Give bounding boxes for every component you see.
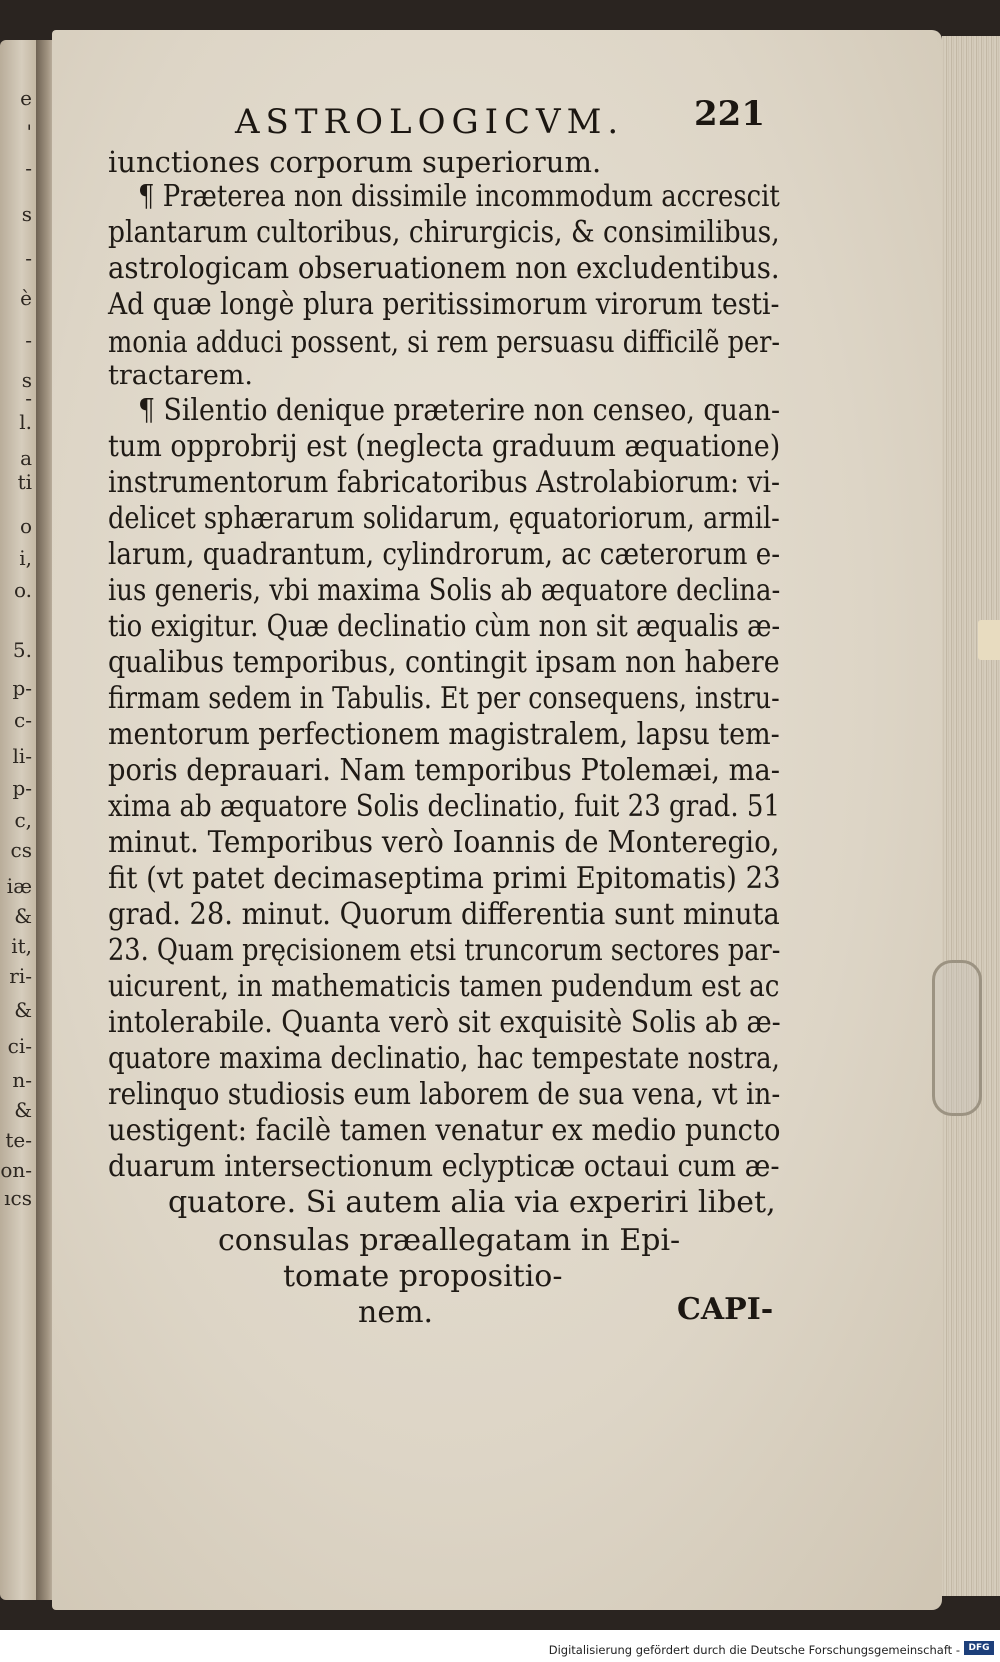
footer [0,1630,1000,1662]
text-line: tio exigitur. Quæ declinatio cùm non sit æqualis æ- [108,609,781,644]
text-line: iunctiones corporum superiorum. [108,145,602,179]
page-number: 221 [694,94,765,134]
edge-fragment: n- [12,1068,32,1092]
text-line: tomate propositio- [283,1259,563,1294]
bookmark-tab [978,620,1000,660]
edge-fragment: i, [19,546,32,570]
text-line: 23. Quam pręcisionem etsi truncorum sectores par- [108,933,781,968]
text-line: xima ab æquatore Solis declinatio, fuit 23 grad. 51 [108,789,781,824]
text-line: qualibus temporibus, contingit ipsam non habere [108,645,780,680]
catchword: CAPI- [677,1292,774,1327]
text-line: quatore maxima declinatio, hac tempestate nostra, [108,1041,780,1076]
edge-fragment: - [25,328,32,352]
text-line: uestigent: facilè tamen venatur ex medio puncto [108,1113,781,1148]
edge-fragment: a [20,446,32,470]
text-line: duarum intersectionum eclypticæ octaui cum æ- [108,1149,780,1184]
text-line: mentorum perfectionem magistralem, lapsu tem- [108,717,780,752]
page-clip [932,960,982,1116]
text-line: poris deprauari. Nam temporibus Ptolemæi, ma- [108,753,780,788]
edge-fragment: l. [19,410,32,434]
edge-fragment: it, [11,934,32,958]
text-line: fit (vt patet decimaseptima primi Epitomatis) 23 [108,861,781,896]
edge-fragment: e [20,86,32,110]
edge-fragment: 5. [12,638,32,662]
edge-fragment: o. [13,578,32,602]
edge-fragment: - [25,386,32,410]
edge-fragment: p- [12,676,32,700]
left-edge-words [0,40,36,1600]
edge-fragment: & [14,1098,32,1122]
edge-fragment: ri- [9,964,32,988]
text-line: larum, quadrantum, cylindrorum, ac cæterorum e- [108,537,781,572]
edge-fragment: c- [14,708,32,732]
edge-fragment: s [21,368,32,392]
text-line: instrumentorum fabricatoribus Astrolabiorum: vi- [108,465,781,500]
edge-fragment: te- [5,1128,32,1152]
text-line: ¶ Silentio denique præterire non censeo, quan- [138,393,781,428]
edge-fragment: - [25,246,32,270]
edge-fragment: ci- [7,1034,32,1058]
text-line: nem. [358,1295,434,1330]
text-line: grad. 28. minut. Quorum differentia sunt minuta [108,897,780,932]
text-line: tractarem. [108,360,253,391]
edge-fragment: - [25,156,32,180]
edge-fragment: on- [0,1158,32,1182]
book-page [52,30,942,1610]
edge-fragment: & [14,998,32,1022]
edge-fragment: s [21,202,32,226]
funding-credit: Digitalisierung gefördert durch die Deutsche Forschungsgemeinschaft - [548,1643,960,1657]
text-line: relinquo studiosis eum laborem de sua vena, vt in- [108,1077,781,1112]
text-line: plantarum cultoribus, chirurgicis, & consimilibus, [108,215,780,250]
text-line: tum opprobrij est (neglecta graduum æquatione) [108,429,781,464]
left-page-edge [0,40,36,1600]
edge-fragment: c, [14,808,32,832]
text-line: uicurent, in mathematicis tamen pudendum est ac [108,969,780,1004]
edge-fragment: o [19,514,32,538]
edge-fragment: p- [12,776,32,800]
text-line: consulas præallegatam in Epi- [218,1223,681,1258]
dfg-logo: DFG [964,1641,994,1655]
edge-fragment: cs [10,838,32,862]
edge-fragment: iæ [6,874,32,898]
text-line: delicet sphærarum solidarum, ęquatoriorum, armil- [108,501,780,536]
text-line: astrologicam obseruationem non excludentibus. [108,251,780,286]
running-head: ASTROLOGICVM. [235,102,625,142]
text-line: Ad quæ longè plura peritissimorum virorum testi- [108,287,780,322]
text-line: quatore. Si autem alia via experiri libet, [168,1185,776,1220]
text-line: ¶ Præterea non dissimile incommodum accrescit [138,179,780,214]
edge-fragment: è [20,286,32,310]
page-edges [942,36,1000,1596]
text-line: ius generis, vbi maxima Solis ab æquatore declina- [108,573,781,608]
edge-fragment: & [14,904,32,928]
text-line: minut. Temporibus verò Ioannis de Monteregio, [108,825,780,860]
text-line: intolerabile. Quanta verò sit exquisitè Solis ab æ- [108,1005,781,1040]
edge-fragment: ' [26,120,32,144]
text-line: firmam sedem in Tabulis. Et per consequens, instru- [108,681,780,716]
edge-fragment: li- [12,744,32,768]
edge-fragment: ti [17,470,32,494]
text-line: monia adduci possent, si rem persuasu difficilẽ per- [108,325,781,360]
edge-fragment: ıcs [4,1186,32,1210]
